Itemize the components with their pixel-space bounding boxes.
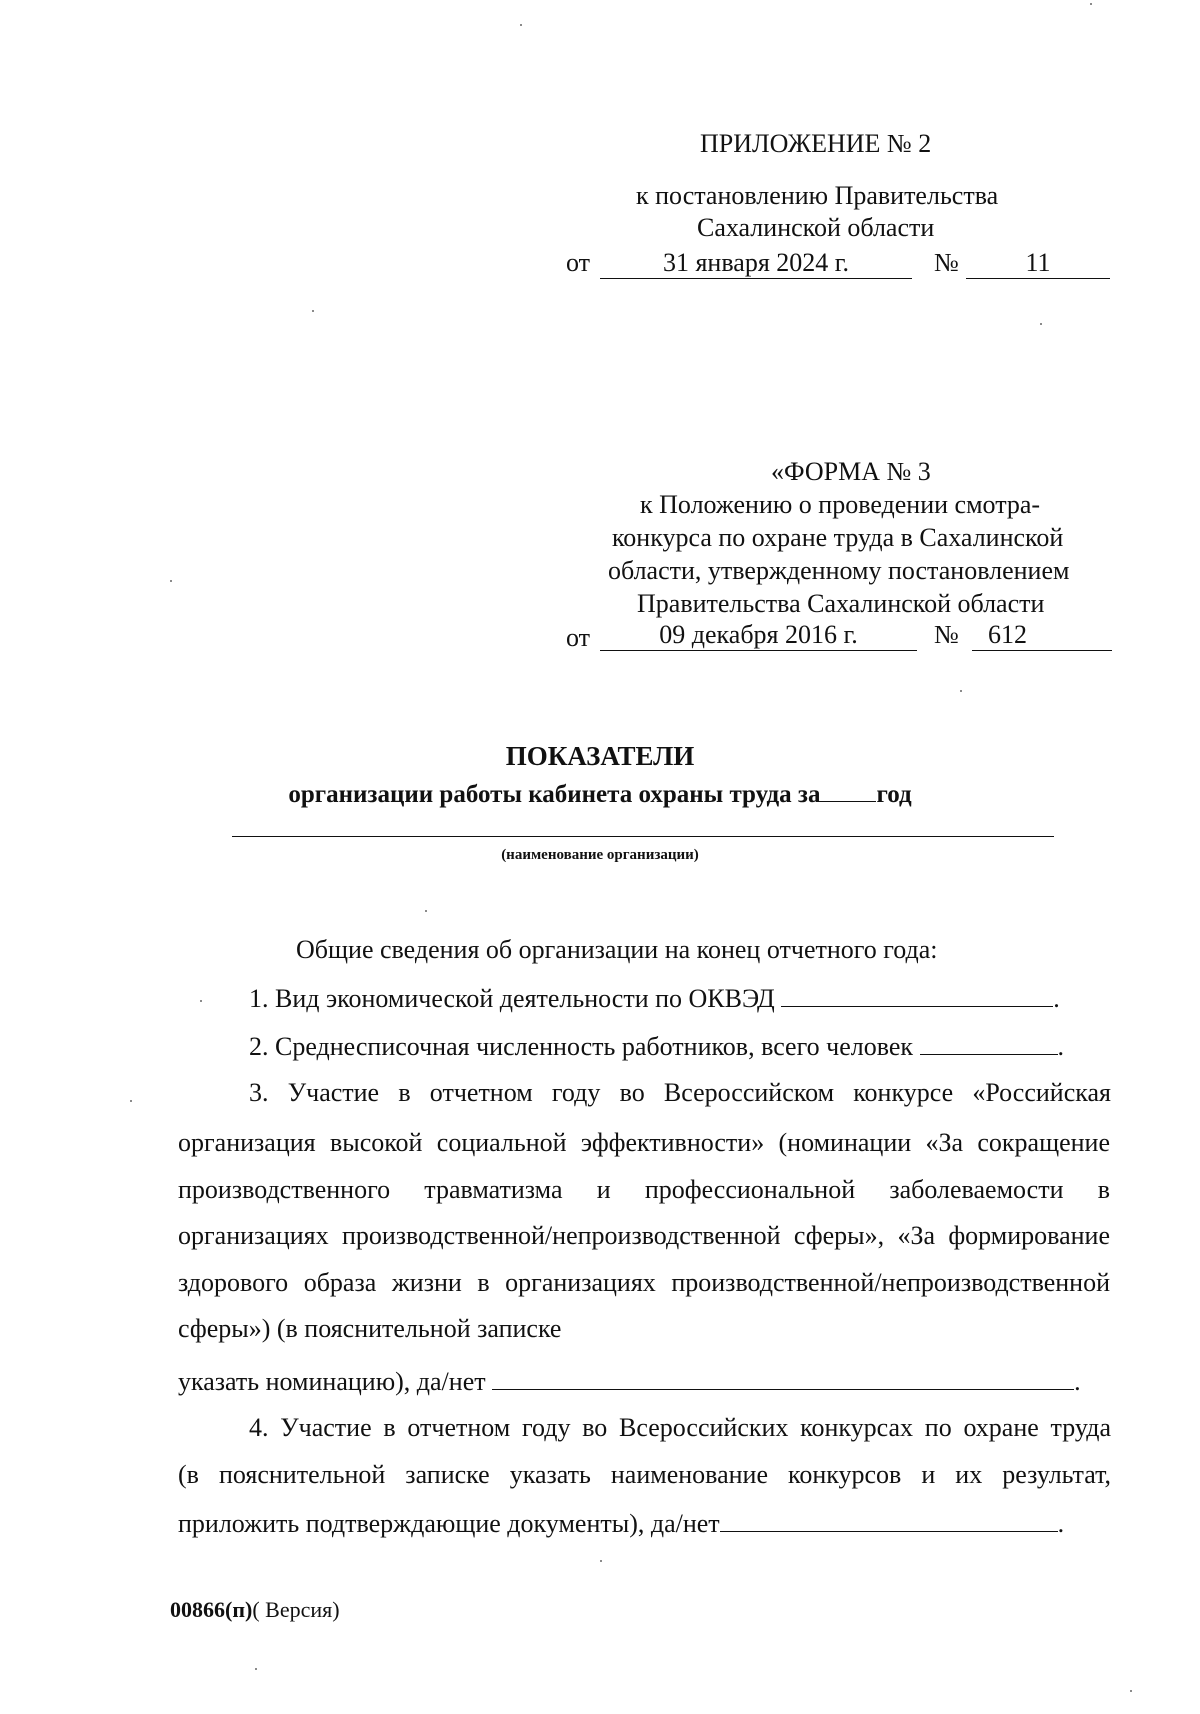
scan-speck	[1040, 323, 1042, 325]
item-3-period: .	[1074, 1367, 1081, 1396]
form-date-prefix: от	[566, 623, 591, 652]
form-number: 612	[972, 620, 1112, 651]
appendix-number-prefix: №	[934, 248, 959, 277]
scan-speck	[255, 1668, 257, 1670]
item-4-line1: 4. Участие в отчетном году во Всероссийских конкурсах по охране труда	[249, 1413, 1111, 1442]
item-4-last-text: приложить подтверждающие документы), да/нет	[178, 1509, 720, 1538]
appendix-line2: Сахалинской области	[697, 213, 935, 242]
item-3-last-text: указать номинацию), да/нет	[178, 1367, 486, 1396]
item-2-text: 2. Среднесписочная численность работников, всего человек	[249, 1032, 914, 1061]
item-4-period: .	[1057, 1509, 1065, 1538]
document-version: ( Версия)	[252, 1597, 340, 1622]
scan-speck	[600, 1560, 602, 1562]
item-4-last	[178, 1507, 1064, 1539]
form-date: 09 декабря 2016 г.	[600, 620, 917, 651]
item-2-blank	[920, 1030, 1058, 1055]
item-4-line2: (в пояснительной записке указать наименование конкурсов и их результат,	[178, 1460, 1111, 1489]
scan-speck	[520, 24, 522, 26]
appendix-date-prefix: от	[566, 248, 591, 277]
scan-speck	[130, 1100, 132, 1102]
scan-speck	[960, 690, 962, 692]
item-2	[249, 1030, 1064, 1062]
form-line2: конкурса по охране труда в Сахалинской	[612, 523, 1064, 552]
form-line3: области, утвержденному постановлением	[608, 556, 1070, 585]
form-number-prefix: №	[934, 620, 959, 649]
item-2-period: .	[1057, 1032, 1065, 1061]
item-3-last	[178, 1365, 1081, 1397]
appendix-title: ПРИЛОЖЕНИЕ № 2	[700, 129, 932, 158]
item-3-blank	[492, 1365, 1074, 1390]
appendix-date: 31 января 2024 г.	[600, 248, 912, 279]
scan-speck	[1130, 1690, 1132, 1692]
year-blank	[820, 781, 876, 802]
scan-speck	[170, 580, 172, 582]
document-code-number: 00866(п)	[170, 1597, 253, 1622]
appendix-line1: к постановлению Правительства	[636, 181, 999, 210]
item-3-body: организация высокой социальной эффективности» (номинации «За сокращение производственного травматизма и профессиональной заболеваемости в организациях производственной/непроизводственной сферы», «За формирование здорового образа жизни в организациях производственной/непроизводственной сферы») (в пояснительной записке	[178, 1128, 1110, 1343]
scan-speck	[312, 310, 314, 312]
document-title: ПОКАЗАТЕЛИ	[505, 741, 695, 771]
item-1-blank	[781, 982, 1053, 1007]
scan-speck	[200, 1000, 202, 1002]
form-title: «ФОРМА № 3	[771, 457, 931, 486]
item-1-period: .	[1053, 984, 1060, 1013]
form-line1: к Положению о проведении смотра-	[640, 490, 1041, 519]
subtitle-text: организации работы кабинета охраны труда за	[288, 781, 821, 808]
item-1	[249, 982, 1060, 1014]
scan-speck	[425, 910, 427, 912]
document-subtitle	[0, 780, 1200, 810]
appendix-number: 11	[966, 248, 1110, 279]
document-code	[170, 1597, 340, 1623]
organization-name-line	[232, 836, 1054, 837]
subtitle-year: год	[876, 781, 912, 808]
form-line4: Правительства Сахалинской области	[637, 589, 1045, 618]
item-1-text: 1. Вид экономической деятельности по ОКВЭД	[249, 984, 775, 1013]
organization-caption: (наименование организации)	[501, 847, 699, 863]
item-4-blank	[720, 1507, 1058, 1532]
item-3-line1: 3. Участие в отчетном году во Всероссийском конкурсе «Российская	[249, 1078, 1111, 1107]
intro-text: Общие сведения об организации на конец отчетного года:	[296, 935, 938, 964]
scan-speck	[1090, 3, 1092, 5]
